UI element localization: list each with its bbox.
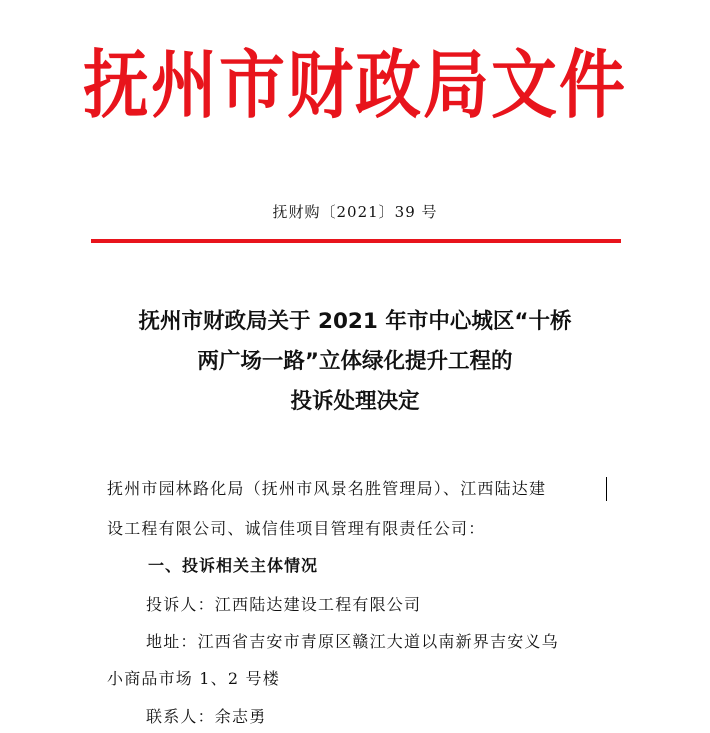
red-divider-rule [91,239,621,243]
section-heading-1[interactable]: 一、投诉相关主体情况 [148,556,319,575]
agency-header-title: 抚州市财政局文件 [83,41,627,129]
complainant-line[interactable]: 投诉人：江西陆达建设工程有限公司 [146,595,422,614]
recipients-line-2[interactable]: 设工程有限公司、诚信佳项目管理有限责任公司： [107,519,486,538]
address-line-2[interactable]: 小商品市场 1、2 号楼 [107,669,280,688]
text-cursor [606,477,607,501]
document-title [60,302,650,422]
document-title-line-1: 抚州市财政局关于 2021 年市中心城区“十桥 [138,309,572,334]
contact-line[interactable]: 联系人：余志勇 [146,707,267,726]
address-line-1[interactable]: 地址：江西省吉安市青原区赣江大道以南新界吉安义乌 [146,632,559,651]
document-title-line-2: 两广场一路”立体绿化提升工程的 [197,349,513,374]
document-title-line-3: 投诉处理决定 [290,389,420,414]
recipients-line-1[interactable]: 抚州市园林路化局（抚州市风景名胜管理局）、江西陆达建 [107,479,547,498]
document-number: 抚财购〔2021〕39 号 [272,203,438,221]
